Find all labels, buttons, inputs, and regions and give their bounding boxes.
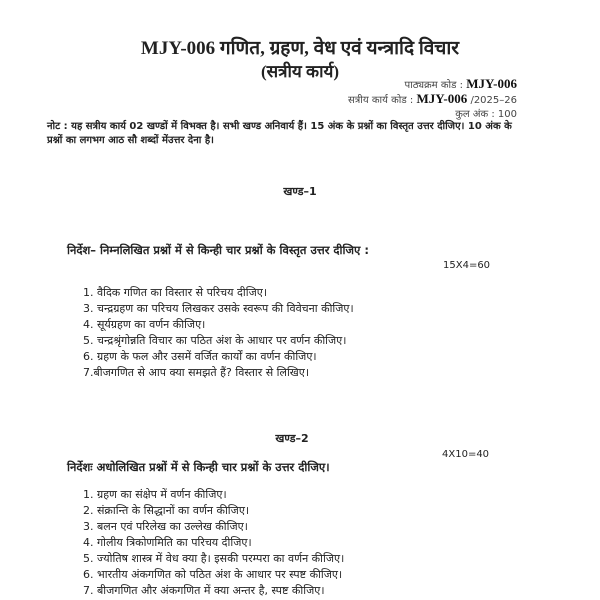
- course-code: [404, 76, 517, 92]
- section-2-marks: 4X10=40: [442, 449, 490, 460]
- question: 1. ग्रहण का संक्षेप में वर्णन कीजिए।: [83, 488, 227, 501]
- question: 5. चन्द्रश्रृंगोन्नति विचार का पठित अंश के आधार पर वर्णन कीजिए।: [83, 334, 347, 347]
- assignment-code-label: सत्रीय कार्य कोड :: [348, 95, 414, 106]
- section-2-heading: खण्ड–2: [275, 432, 309, 445]
- question: 7. बीजगणित और अंकगणित में क्या अन्तर है, स्पष्ट कीजिए।: [83, 584, 325, 597]
- total-marks-label: कुल अंक :: [455, 109, 495, 120]
- question: 4. गोलीय त्रिकोणमिति का परिचय दीजिए।: [83, 536, 252, 549]
- section-1-heading: खण्ड–1: [283, 185, 317, 198]
- page-subtitle: (सत्रीय कार्य): [260, 62, 340, 81]
- question: 4. सूर्यग्रहण का वर्णन कीजिए।: [83, 318, 206, 331]
- course-code-value: MJY-006: [466, 76, 517, 91]
- course-code-label: पाठ्यक्रम कोड :: [404, 80, 464, 91]
- question: 3. चन्द्रग्रहण का परिचय लिखकर उसके स्वरूप की विवेचना कीजिए।: [83, 302, 354, 315]
- question: 6. ग्रहण के फल और उसमें वर्जित कार्यों का वर्णन कीजिए।: [83, 350, 317, 363]
- section-1-direction: निर्देश– निम्नलिखित प्रश्नों में से किन्ही चार प्रश्नों के विस्तृत उत्तर दीजिए :: [67, 243, 369, 257]
- question: 7.बीजगणित से आप क्या समझते हैं? विस्तार से लिखिए।: [83, 366, 310, 379]
- session: /2025–26: [470, 95, 517, 106]
- total-marks-value: 100: [497, 109, 517, 120]
- assignment-code: [348, 91, 517, 107]
- question: 3. बलन एवं परिलेख का उल्लेख कीजिए।: [83, 520, 248, 533]
- question: 6. भारतीय अंकगणित को पठित अंश के आधार पर स्पष्ट कीजिए।: [83, 568, 343, 581]
- section-2-questions: [83, 487, 344, 599]
- assignment-code-value: MJY-006: [416, 91, 468, 106]
- note: नोट : यह सत्रीय कार्य 02 खण्डों में विभक्त है। सभी खण्ड अनिवार्य हैं। 15 अंक के प्रश्नों का विस्तृत उत्तर दीजिए। 10 अंक के प्रश्नों का लगभग आठ सौ शब्दों मेंउत्तर देना है।: [47, 121, 512, 146]
- section-1-marks: 15X4=60: [443, 260, 491, 271]
- question: 1. वैदिक गणित का विस्तार से परिचय दीजिए।: [83, 286, 267, 299]
- page-title: MJY-006 गणित, ग्रहण, वेध एवं यन्त्रादि विचार: [140, 38, 460, 59]
- question: 2. संक्रान्ति के सिद्धानों का वर्णन कीजिए।: [83, 504, 250, 517]
- total-marks: [455, 106, 517, 120]
- section-2-direction: निर्देशः अधोलिखित प्रश्नों में से किन्ही चार प्रश्नों के उत्तर दीजिए।: [67, 460, 330, 474]
- question: 5. ज्योतिष शास्त्र में वेध क्या है। इसकी परम्परा का वर्णन कीजिए।: [83, 552, 345, 565]
- section-1-questions: [83, 285, 354, 381]
